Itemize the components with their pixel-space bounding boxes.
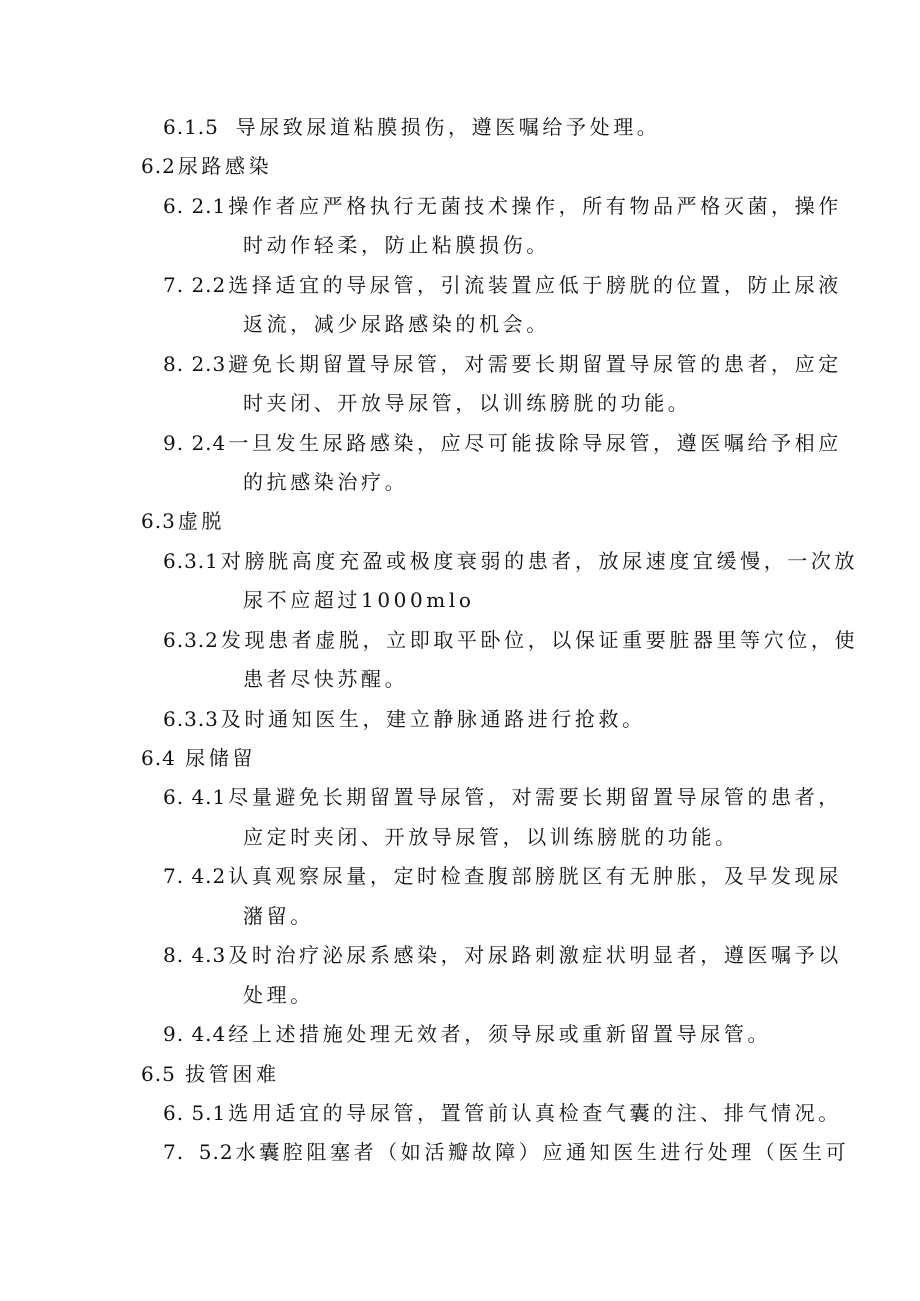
item-text: 尿储留 (185, 746, 256, 770)
item-text: 尽量避免长期留置导尿管，对需要长期留置导尿管的患者， (228, 785, 842, 810)
item-text: 选择适宜的导尿管，引流装置应低于膀胱的位置，防止尿液 (228, 272, 842, 297)
list-item (0, 1015, 920, 1054)
list-item (0, 1094, 920, 1133)
item-number: 7. 5.2 (163, 1140, 234, 1165)
item-text: 导尿致尿道粘膜损伤，遵医嘱给予处理。 (235, 115, 661, 139)
list-item (0, 700, 920, 739)
item-number: 7. 4.2 (163, 864, 227, 889)
item-number: 6.5 (141, 1061, 184, 1086)
item-text: 一旦发生尿路感染，应尽可能拔除导尿管，遵医嘱给予相应 (228, 430, 842, 455)
item-number: 6. 4.1 (163, 785, 227, 810)
item-text: 时夹闭、开放导尿管，以训练膀胱的功能。 (243, 391, 692, 416)
list-item (0, 621, 920, 660)
item-number: 6.3.3 (163, 706, 219, 731)
list-item (0, 778, 920, 817)
list-item-continuation (0, 818, 920, 857)
item-text: 认真观察尿量，定时检查腹部膀胱区有无肿胀，及早发现尿 (228, 864, 842, 889)
list-item-continuation (0, 463, 920, 502)
item-number: 9. 4.4 (163, 1022, 227, 1047)
item-number: 6. 2.1 (163, 193, 227, 218)
section-heading (0, 1055, 920, 1094)
list-item (0, 345, 920, 384)
item-number: 6.3.1 (163, 548, 219, 573)
item-text: 尿不应超过1000mlo (243, 588, 475, 613)
list-item-continuation (0, 976, 920, 1015)
item-text: 发现患者虚脱，立即取平卧位，以保证重要脏器里等穴位，使 (220, 627, 859, 652)
item-number: 6.4 (141, 746, 184, 770)
list-item (0, 266, 920, 305)
list-item-continuation (0, 897, 920, 936)
item-text: 对膀胱高度充盈或极度衰弱的患者，放尿速度宜缓慢，一次放 (220, 548, 859, 573)
item-text: 及时通知医生，建立静脉通路进行抢救。 (220, 706, 646, 731)
item-text: 选用适宜的导尿管，置管前认真检查气囊的注、排气情况。 (228, 1100, 842, 1125)
item-text: 患者尽快苏醒。 (243, 667, 409, 692)
list-item-continuation (0, 305, 920, 344)
item-number: 6.2 (141, 154, 176, 179)
item-text: 的抗感染治疗。 (243, 469, 409, 494)
section-heading (0, 147, 920, 186)
list-item (0, 424, 920, 463)
list-item (0, 857, 920, 896)
section-heading (0, 502, 920, 541)
item-number: 6. 5.1 (163, 1100, 227, 1125)
document-body (0, 108, 920, 1173)
item-number: 6.3.2 (163, 627, 219, 652)
list-item (0, 108, 920, 147)
item-text: 操作者应严格执行无菌技术操作，所有物品严格灭菌，操作 (228, 193, 842, 218)
item-text: 潴留。 (243, 903, 314, 928)
item-number: 8. 2.3 (163, 351, 227, 376)
item-text: 经上述措施处理无效者，须导尿或重新留置导尿管。 (228, 1022, 772, 1047)
list-item (0, 936, 920, 975)
list-item (0, 542, 920, 581)
item-text: 处理。 (243, 982, 314, 1007)
item-number: 8. 4.3 (163, 943, 227, 968)
list-item-continuation (0, 384, 920, 423)
item-text: 虚脱 (177, 509, 226, 534)
list-item-continuation (0, 581, 920, 620)
item-text: 避免长期留置导尿管，对需要长期留置导尿管的患者，应定 (228, 351, 842, 376)
list-item (0, 187, 920, 226)
item-text: 应定时夹闭、开放导尿管，以训练膀胱的功能。 (243, 824, 739, 849)
item-number: 6.3 (141, 509, 176, 534)
section-heading (0, 739, 920, 778)
item-number: 7. 2.2 (163, 272, 227, 297)
list-item-continuation (0, 660, 920, 699)
item-number: 6.1.5 (163, 115, 234, 139)
item-text: 返流，减少尿路感染的机会。 (243, 312, 550, 337)
item-text: 尿路感染 (177, 154, 273, 179)
item-text: 及时治疗泌尿系感染，对尿路刺激症状明显者，遵医嘱予以 (228, 943, 842, 968)
item-text: 拔管困难 (185, 1061, 280, 1086)
list-item-continuation (0, 226, 920, 265)
list-item (0, 1133, 920, 1172)
item-text: 时动作轻柔，防止粘膜损伤。 (243, 233, 550, 258)
item-text: 水囊腔阻塞者（如活瓣故障）应通知医生进行处理（医生可 (235, 1140, 850, 1165)
item-number: 9. 2.4 (163, 430, 227, 455)
